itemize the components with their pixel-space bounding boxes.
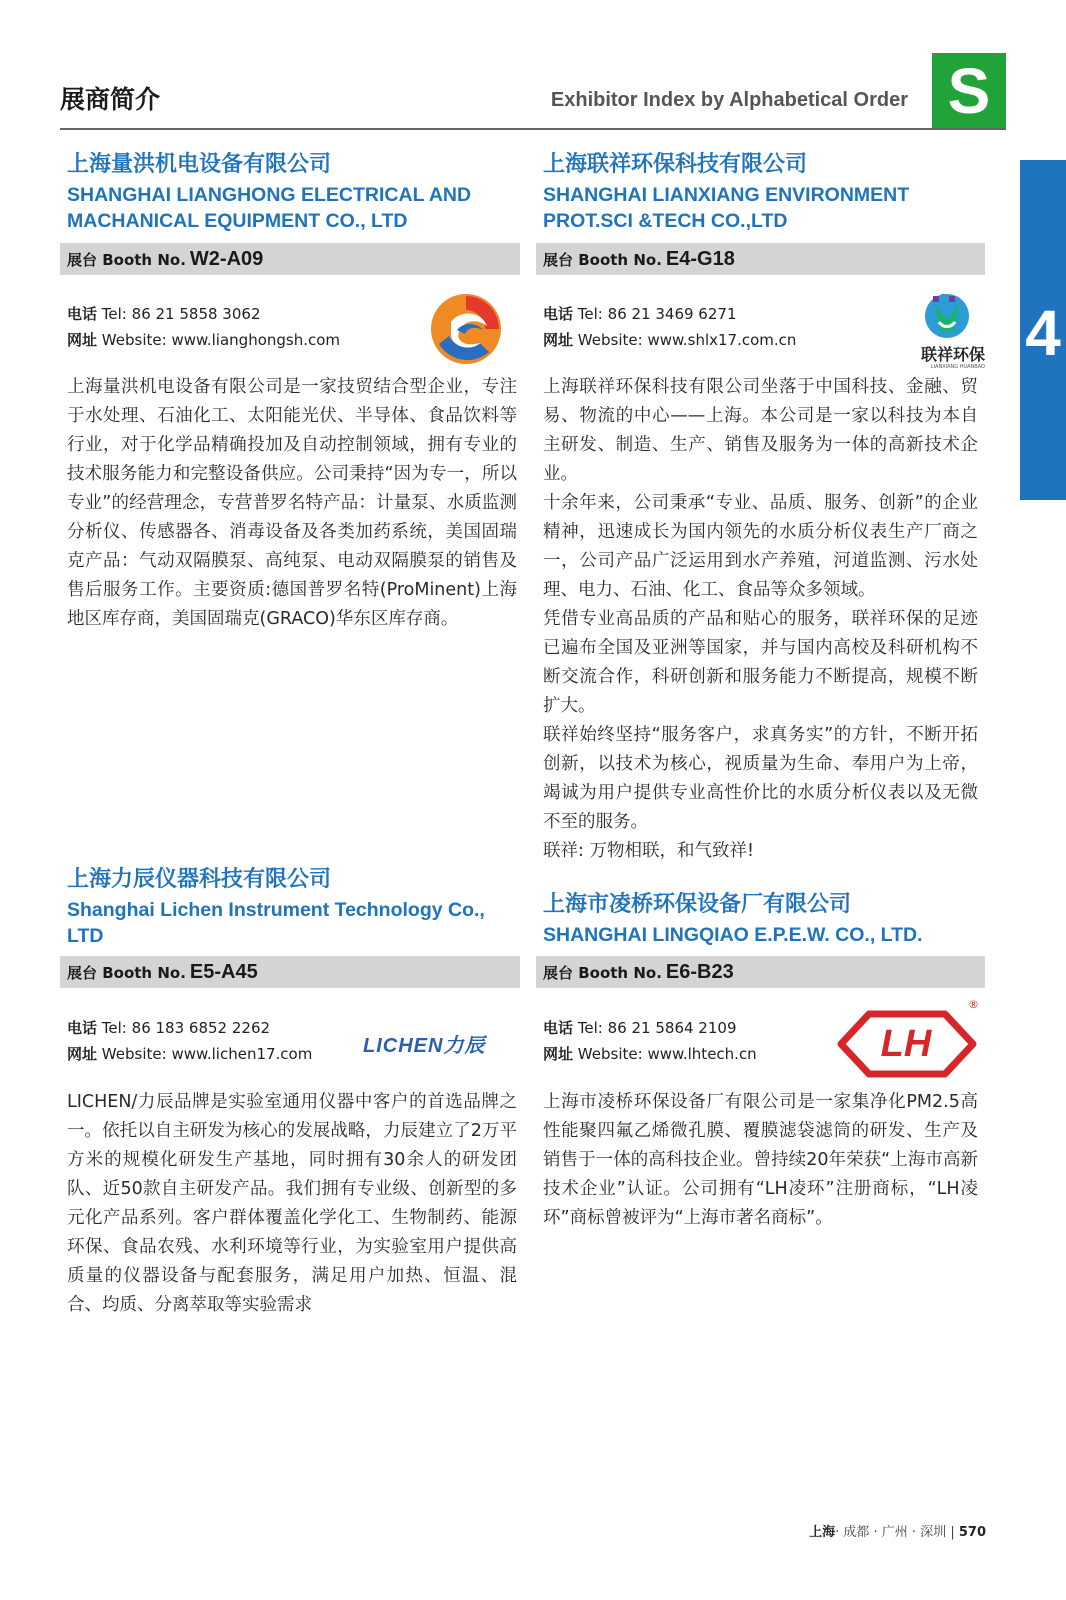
booth-bar <box>536 956 985 988</box>
booth-label: 展台 Booth No. <box>67 251 186 269</box>
contact-info <box>67 1015 312 1067</box>
description-paragraph: 联祥: 万物相联，和气致祥! <box>543 841 754 861</box>
tel-value: 86 21 5858 3062 <box>131 305 261 323</box>
exhibitor-card <box>543 150 1003 870</box>
booth-label: 展台 Booth No. <box>67 964 186 982</box>
company-name-cn: 上海力辰仪器科技有限公司 <box>67 867 332 892</box>
header-rule <box>60 128 1006 130</box>
letter-badge: S <box>932 53 1006 129</box>
logo-text: 联祥环保 <box>920 345 985 364</box>
website-link[interactable]: www.lichen17.com <box>171 1045 313 1063</box>
tel-value: 86 21 3469 6271 <box>607 305 737 323</box>
web-label-en: Website: <box>101 1045 167 1063</box>
company-description: 上海量洪机电设备有限公司是一家技贸结合型企业，专注于水处理、石油化工、太阳能光伏、半导体、食品饮料等行业，对于化学品精确投加及自动控制领域，拥有专业的技术服务能力和完整设备供应。公司秉持“因为专一，所以专业”的经营理念，专营普罗名特产品：计量泵、水质监测分析仪、传感器各、消毒设备及各类加药系统，美国固瑞克产品：气动双隔膜泵、高纯泵、电动双隔膜泵的销售及售后服务工作。主要资质:德国普罗名特(ProMinent)上海地区库存商，美国固瑞克(GRACO)华东区库存商。 <box>67 377 517 629</box>
company-name-en: SHANGHAI LIANGHONG ELECTRICAL AND MACHANICAL EQUIPMENT CO., LTD <box>67 184 472 232</box>
exhibitor-card <box>543 890 1003 1250</box>
footer-city-main: 上海 <box>809 1525 836 1540</box>
registered-mark: ® <box>968 998 979 1011</box>
page-title: 展商简介 <box>60 85 161 114</box>
tel-label-en: Tel: <box>577 1019 603 1037</box>
description-paragraph: 上海联祥环保科技有限公司坐落于中国科技、金融、贸易、物流的中心——上海。本公司是一家以科技为本自主研发、制造、生产、销售及服务为一体的高新技术企业。 <box>543 377 978 484</box>
booth-bar <box>60 243 520 275</box>
booth-label: 展台 Booth No. <box>543 964 662 982</box>
website-link[interactable]: www.lianghongsh.com <box>171 331 341 349</box>
tel-value: 86 21 5864 2109 <box>607 1019 737 1037</box>
logo-subtext: LIANXIANG HUANBAO <box>930 364 985 370</box>
website-link[interactable]: www.shlx17.com.cn <box>647 331 797 349</box>
tel-label-cn: 电话 <box>543 1019 574 1037</box>
description-paragraph: 凭借专业高品质的产品和贴心的服务，联祥环保的足迹已遍布全国及亚洲等国家，并与国内高校及科研机构不断交流合作，科研创新和服务能力不断提高，规模不断扩大。 <box>543 609 978 716</box>
booth-label: 展台 Booth No. <box>543 251 662 269</box>
page-number: 570 <box>958 1525 986 1540</box>
contact-info <box>67 301 340 353</box>
footer-separator: | <box>950 1525 955 1540</box>
index-label: Exhibitor Index by Alphabetical Order <box>550 89 908 111</box>
contact-info <box>543 301 796 353</box>
web-label-en: Website: <box>577 1045 643 1063</box>
tel-value: 86 183 6852 2262 <box>131 1019 271 1037</box>
footer-cities: · 成都 · 广州 · 深圳 <box>835 1525 947 1540</box>
tel-label-en: Tel: <box>577 305 603 323</box>
booth-number: E4-G18 <box>665 248 735 270</box>
company-name-en: Shanghai Lichen Instrument Technology Co., LTD <box>67 899 485 947</box>
exhibitor-card <box>67 150 527 670</box>
company-description: LICHEN/力辰品牌是实验室通用仪器中客户的首选品牌之一。依托以自主研发为核心的发展战略，力辰建立了2万平方米的规模化研发生产基地，同时拥有30余人的研发团队、近50款自主研发产品。我们拥有专业级、创新型的多元化产品系列。客户群体覆盖化学化工、生物制药、能源环保、食品农残、水利环境等行业，为实验室用户提供高质量的仪器设备与配套服务，满足用户加热、恒温、混合、均质、分离萃取等实验需求 <box>67 1092 517 1315</box>
description-paragraph: 十余年来，公司秉承“专业、品质、服务、创新”的企业精神，迅速成长为国内领先的水质分析仪表生产厂商之一，公司产品广泛运用到水产养殖，河道监测、污水处理、电力、石油、化工、食品等众多领域。 <box>543 493 978 600</box>
description-paragraph: 联祥始终坚持“服务客户，求真务实”的方针，不断开拓创新，以技术为核心，视质量为生命、奉用户为上帝，竭诚为用户提供专业高性价比的水质分析仪表以及无微不至的服务。 <box>543 725 978 832</box>
tel-label-en: Tel: <box>101 1019 127 1037</box>
lh-hexagon-logo-icon <box>833 998 979 1078</box>
tel-label-cn: 电话 <box>543 305 574 323</box>
booth-bar <box>536 243 985 275</box>
booth-number: W2-A09 <box>189 248 264 270</box>
logo-text: LH <box>880 1023 932 1065</box>
company-description: 上海市凌桥环保设备厂有限公司是一家集净化PM2.5高性能聚四氟乙烯微孔膜、覆膜滤袋滤筒的研发、生产及销售于一体的高科技企业。曾持续20年荣获“上海市高新技术企业”认证。公司拥有“LH凌环”注册商标，“LH凌环”商标曾被评为“上海市著名商标”。 <box>543 1092 978 1228</box>
web-label-cn: 网址 <box>543 1045 574 1063</box>
web-label-cn: 网址 <box>67 331 98 349</box>
page-footer <box>809 1521 986 1540</box>
website-link[interactable]: www.lhtech.cn <box>647 1045 757 1063</box>
lianxiang-logo-icon <box>905 292 985 370</box>
company-name-cn: 上海市凌桥环保设备厂有限公司 <box>543 892 852 917</box>
web-label-en: Website: <box>577 331 643 349</box>
tel-label-en: Tel: <box>101 305 127 323</box>
lichen-logo-icon: LICHEN力辰 <box>363 1035 486 1057</box>
exhibitor-card <box>67 865 527 1325</box>
company-name-cn: 上海联祥环保科技有限公司 <box>543 152 808 177</box>
tel-label-cn: 电话 <box>67 1019 98 1037</box>
lianghong-swirl-logo-icon <box>429 292 503 366</box>
company-name-en: SHANGHAI LIANXIANG ENVIRONMENT PROT.SCI &TECH CO.,LTD <box>543 184 910 232</box>
contact-info <box>543 1015 757 1067</box>
tel-label-cn: 电话 <box>67 305 98 323</box>
web-label-cn: 网址 <box>67 1045 98 1063</box>
booth-number: E5-A45 <box>189 961 258 983</box>
company-name-cn: 上海量洪机电设备有限公司 <box>67 152 332 177</box>
web-label-en: Website: <box>101 331 167 349</box>
company-name-en: SHANGHAI LINGQIAO E.P.E.W. CO., LTD. <box>543 924 923 946</box>
section-tab-number: 4 <box>1025 297 1061 369</box>
booth-bar <box>60 956 520 988</box>
booth-number: E6-B23 <box>665 961 734 983</box>
web-label-cn: 网址 <box>543 331 574 349</box>
company-description <box>543 373 978 866</box>
